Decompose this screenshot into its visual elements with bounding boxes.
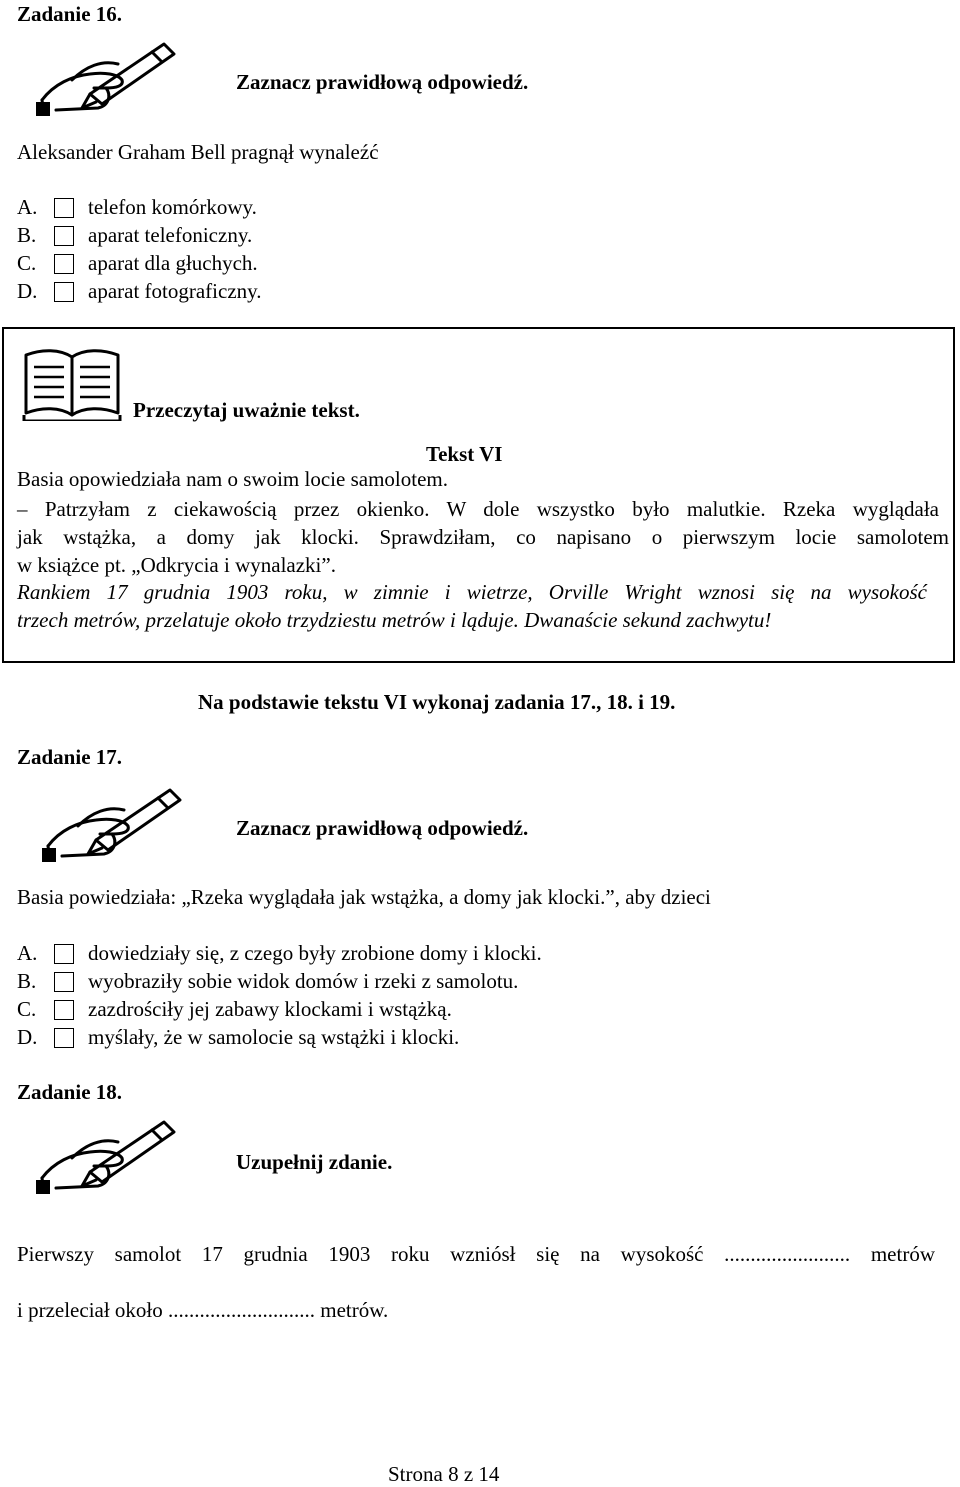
task-17-option-a-checkbox[interactable] bbox=[54, 944, 74, 964]
task-16-option-b-letter: B. bbox=[17, 223, 37, 247]
writing-hand-icon bbox=[38, 782, 188, 864]
task-17-option-b-letter: B. bbox=[17, 969, 37, 993]
task-17-option-b-text: wyobraziły sobie widok domów i rzeki z samolotu. bbox=[88, 969, 519, 993]
task-18-heading: Zadanie 18. bbox=[17, 1080, 123, 1104]
task-16-instruction: Zaznacz prawidłową odpowiedź. bbox=[236, 70, 529, 94]
task-16-option-a-checkbox[interactable] bbox=[54, 198, 74, 218]
reading-quote-line-1: Rankiem 17 grudnia 1903 roku, w zimnie i wietrze, Orville Wright wznosi się na wysokość bbox=[17, 580, 927, 604]
task-16-option-c-text: aparat dla głuchych. bbox=[88, 251, 258, 275]
task-17-option-a-letter: A. bbox=[17, 941, 38, 965]
writing-hand-icon bbox=[32, 1114, 182, 1196]
task-16-question: Aleksander Graham Bell pragnął wynaleźć bbox=[17, 140, 379, 164]
task-17-option-c-text: zazdrościły jej zabawy klockami i wstążką. bbox=[88, 997, 452, 1021]
task-17-option-d-text: myślały, że w samolocie są wstążki i klocki. bbox=[88, 1025, 460, 1049]
open-book-icon bbox=[22, 345, 122, 421]
task-16-option-a-letter: A. bbox=[17, 195, 38, 219]
task-16-option-c-letter: C. bbox=[17, 251, 37, 275]
task-17-heading: Zadanie 17. bbox=[17, 745, 123, 769]
task-18-instruction: Uzupełnij zdanie. bbox=[236, 1150, 393, 1174]
task-16-option-b-text: aparat telefoniczny. bbox=[88, 223, 253, 247]
task-17-instruction: Zaznacz prawidłową odpowiedź. bbox=[236, 816, 529, 840]
based-on-instruction: Na podstawie tekstu VI wykonaj zadania 17., 18. i 19. bbox=[198, 690, 676, 714]
task-16-option-d-checkbox[interactable] bbox=[54, 282, 74, 302]
task-16-option-d-letter: D. bbox=[17, 279, 38, 303]
task-18-sentence-line-1: Pierwszy samolot 17 grudnia 1903 roku wzniósł się na wysokość ........................ metrów bbox=[17, 1242, 935, 1266]
reading-quote-line-2: trzech metrów, przelatuje około trzydziestu metrów i ląduje. Dwanaście sekund zachwytu! bbox=[17, 608, 772, 632]
reading-line-3: jak wstążka, a domy jak klocki. Sprawdziłam, co napisano o pierwszym locie samolotem bbox=[17, 525, 949, 549]
task-16-option-b-checkbox[interactable] bbox=[54, 226, 74, 246]
task-17-option-c-letter: C. bbox=[17, 997, 37, 1021]
writing-hand-icon bbox=[32, 36, 182, 118]
reading-line-2: – Patrzyłam z ciekawością przez okienko. W dole wszystko było malutkie. Rzeka wyglądała bbox=[17, 497, 939, 521]
task-17-option-a-text: dowiedziały się, z czego były zrobione domy i klocki. bbox=[88, 941, 542, 965]
reading-line-4: w książce pt. „Odkrycia i wynalazki”. bbox=[17, 553, 336, 577]
reading-title: Tekst VI bbox=[426, 442, 503, 466]
task-17-option-b-checkbox[interactable] bbox=[54, 972, 74, 992]
task-16-heading: Zadanie 16. bbox=[17, 2, 123, 26]
task-16-option-a-text: telefon komórkowy. bbox=[88, 195, 257, 219]
task-17-option-d-letter: D. bbox=[17, 1025, 38, 1049]
page-number: Strona 8 z 14 bbox=[388, 1462, 500, 1486]
reading-instruction: Przeczytaj uważnie tekst. bbox=[133, 398, 360, 422]
task-16-option-c-checkbox[interactable] bbox=[54, 254, 74, 274]
task-17-question: Basia powiedziała: „Rzeka wyglądała jak wstążka, a domy jak klocki.”, aby dzieci bbox=[17, 885, 711, 909]
task-18-sentence-line-2: i przeleciał około ............................ metrów. bbox=[17, 1298, 389, 1322]
task-16-option-d-text: aparat fotograficzny. bbox=[88, 279, 262, 303]
task-17-option-d-checkbox[interactable] bbox=[54, 1028, 74, 1048]
reading-line-1: Basia opowiedziała nam o swoim locie samolotem. bbox=[17, 467, 448, 491]
task-17-option-c-checkbox[interactable] bbox=[54, 1000, 74, 1020]
